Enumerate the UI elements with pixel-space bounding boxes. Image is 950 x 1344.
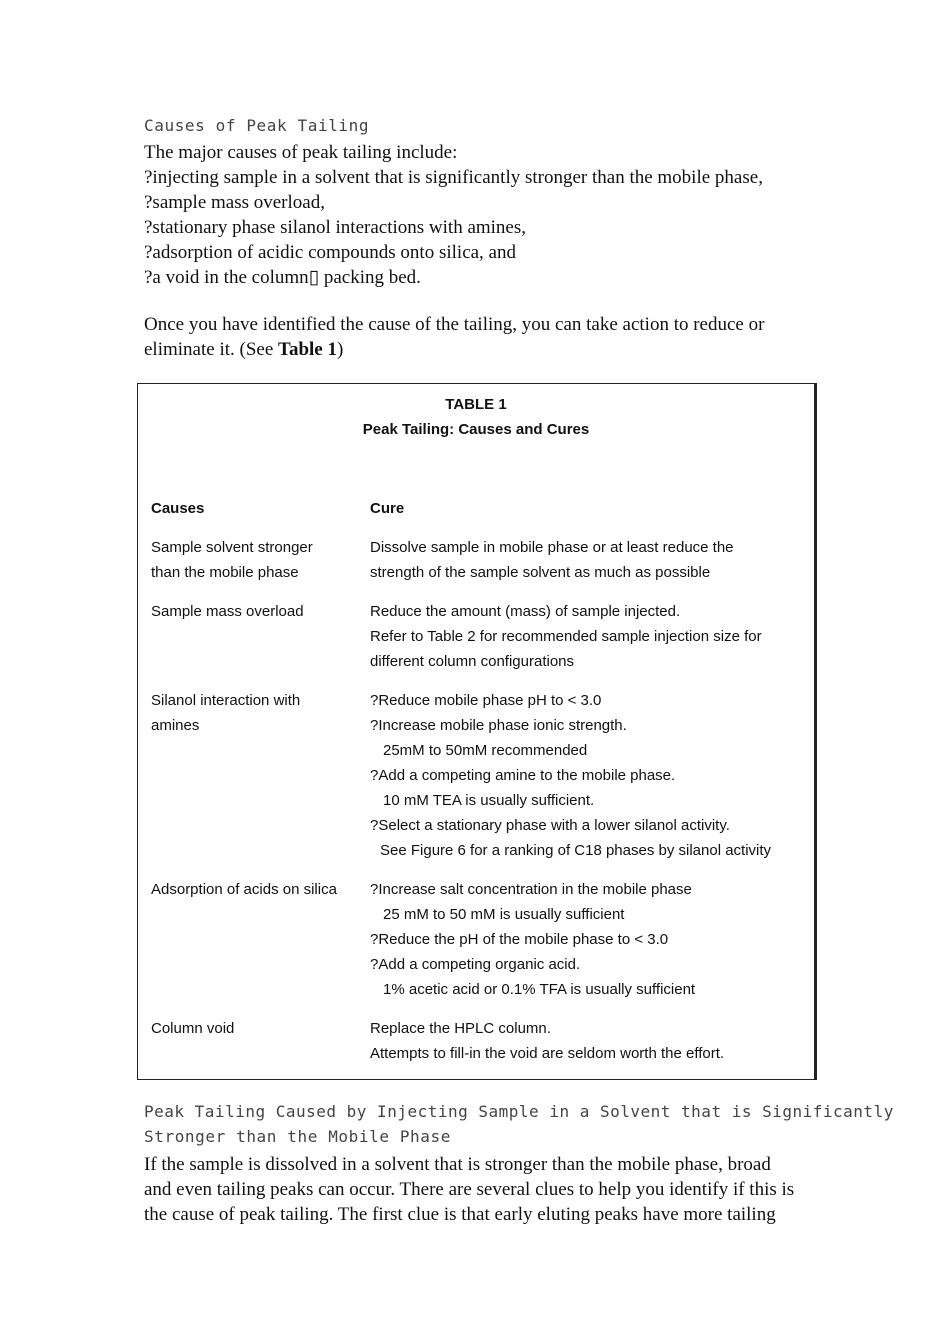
cause-cell: Sample solvent stronger	[151, 539, 313, 556]
cure-cell: Reduce the amount (mass) of sample injected.	[370, 603, 681, 620]
section-heading-causes: Causes of Peak Tailing	[144, 116, 370, 135]
cure-cell: Replace the HPLC column.	[370, 1020, 551, 1037]
cure-cell: ?Select a stationary phase with a lower silanol activity.	[370, 817, 730, 834]
bullet-item: ?stationary phase silanol interactions with amines,	[144, 217, 527, 238]
cause-cell: Sample mass overload	[151, 603, 304, 620]
intro-text: The major causes of peak tailing include:	[144, 142, 458, 163]
paragraph-text: eliminate it. (See	[144, 339, 279, 360]
cause-cell: Silanol interaction with	[151, 692, 301, 709]
section-heading-solvent-cont: Stronger than the Mobile Phase	[144, 1127, 451, 1146]
cure-cell: ?Increase salt concentration in the mobile phase	[370, 881, 692, 898]
column-header-cure: Cure	[370, 500, 405, 517]
paragraph-line: If the sample is dissolved in a solvent that is stronger than the mobile phase, broad	[144, 1154, 771, 1175]
table-1	[137, 383, 815, 1080]
cure-cell: 25 mM to 50 mM is usually sufficient	[383, 906, 625, 923]
cure-cell: See Figure 6 for a ranking of C18 phases by silanol activity	[380, 842, 772, 859]
section-heading-solvent: Peak Tailing Caused by Injecting Sample in a Solvent that is Significantly	[144, 1102, 894, 1121]
cure-cell: ?Reduce mobile phase pH to < 3.0	[370, 692, 602, 709]
bullet-item: ?injecting sample in a solvent that is significantly stronger than the mobile phase,	[144, 167, 763, 188]
paragraph-line: Once you have identified the cause of the tailing, you can take action to reduce or	[144, 314, 765, 335]
paragraph-text: )	[336, 339, 344, 360]
cure-cell: strength of the sample solvent as much as possible	[370, 564, 711, 581]
paragraph-line: the cause of peak tailing. The first clue is that early eluting peaks have more tailing	[144, 1204, 776, 1225]
cure-cell: ?Add a competing organic acid.	[370, 956, 581, 973]
table-title: Peak Tailing: Causes and Cures	[362, 421, 590, 438]
cure-cell: 25mM to 50mM recommended	[383, 742, 588, 759]
cure-cell: ?Add a competing amine to the mobile phase.	[370, 767, 676, 784]
cure-cell: Refer to Table 2 for recommended sample injection size for	[370, 628, 762, 645]
cure-cell: ?Increase mobile phase ionic strength.	[370, 717, 627, 734]
cause-cell: amines	[151, 717, 200, 734]
bullet-item: ?a void in the column▯ packing bed.	[144, 267, 421, 288]
cure-cell: Dissolve sample in mobile phase or at least reduce the	[370, 539, 734, 556]
table-reference: Table 1	[278, 339, 337, 360]
cure-cell: ?Reduce the pH of the mobile phase to < 3.0	[370, 931, 669, 948]
cure-cell: 10 mM TEA is usually sufficient.	[383, 792, 595, 809]
table-title-number: TABLE 1	[445, 396, 507, 413]
cause-cell: Column void	[151, 1020, 235, 1037]
bullet-item: ?adsorption of acidic compounds onto silica, and	[144, 242, 516, 263]
cause-cell: Adsorption of acids on silica	[151, 881, 337, 898]
cure-cell: different column configurations	[370, 653, 575, 670]
cure-cell: Attempts to fill-in the void are seldom worth the effort.	[370, 1045, 725, 1062]
paragraph-line: and even tailing peaks can occur. There are several clues to help you identify if this is	[144, 1179, 795, 1200]
cure-cell: 1% acetic acid or 0.1% TFA is usually sufficient	[383, 981, 696, 998]
bullet-item: ?sample mass overload,	[144, 192, 325, 213]
column-header-causes: Causes	[151, 500, 205, 517]
paragraph-line	[144, 337, 343, 362]
cause-cell: than the mobile phase	[151, 564, 299, 581]
